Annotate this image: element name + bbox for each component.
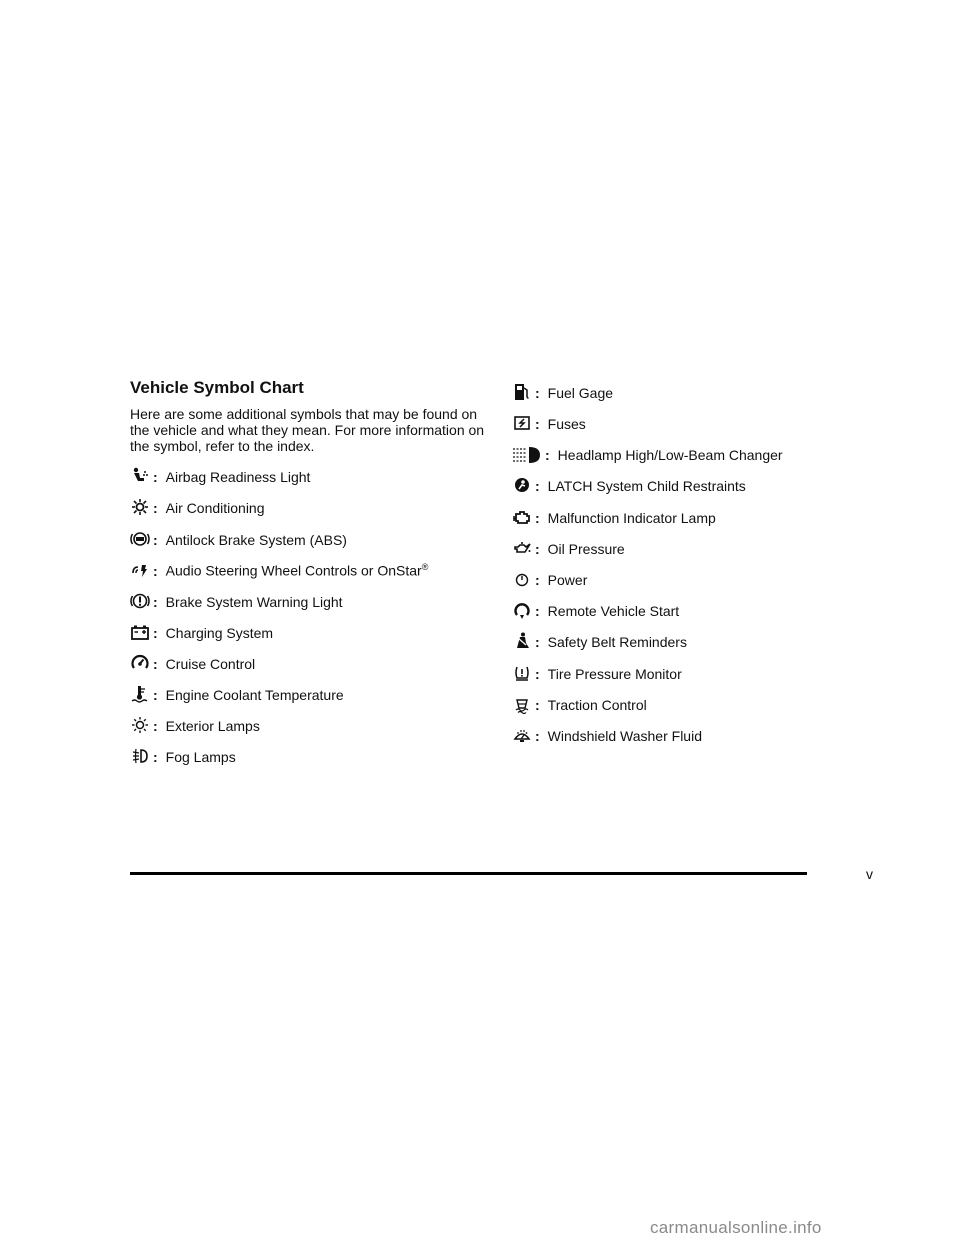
symbol-label: Brake System Warning Light — [165, 594, 343, 610]
symbol-label: Audio Steering Wheel Controls or OnStar® — [165, 562, 429, 579]
symbol-item — [130, 462, 310, 486]
airbag-icon — [130, 466, 150, 486]
symbol-label: Cruise Control — [165, 656, 256, 672]
symbol-label: Malfunction Indicator Lamp — [547, 510, 716, 526]
symbol-item — [512, 409, 586, 433]
power-icon — [512, 569, 532, 589]
separator: : — [535, 603, 540, 619]
separator: : — [153, 563, 158, 579]
separator: : — [535, 572, 540, 588]
exterior-lamps-icon — [130, 715, 150, 735]
separator: : — [153, 532, 158, 548]
symbol-label: Airbag Readiness Light — [165, 469, 311, 485]
symbol-item — [512, 440, 783, 464]
traction-control-icon — [512, 694, 532, 714]
separator: : — [153, 594, 158, 610]
page-number: v — [866, 866, 873, 882]
oil-can-icon — [512, 538, 532, 558]
symbol-label: LATCH System Child Restraints — [547, 478, 746, 494]
separator: : — [153, 469, 158, 485]
washer-fluid-icon — [512, 725, 532, 745]
symbol-label: Air Conditioning — [165, 500, 265, 516]
symbol-label: Antilock Brake System (ABS) — [165, 532, 347, 548]
watermark-text: carmanualsonline.info — [650, 1218, 822, 1237]
symbol-item — [130, 556, 428, 580]
battery-icon — [130, 622, 150, 642]
coolant-temperature-icon — [130, 684, 150, 704]
separator: : — [535, 728, 540, 744]
symbol-label: Engine Coolant Temperature — [165, 687, 344, 703]
symbol-item — [130, 618, 273, 642]
tire-pressure-icon — [512, 663, 532, 683]
symbol-label: Remote Vehicle Start — [547, 603, 680, 619]
symbol-label: Power — [547, 572, 588, 588]
air-conditioning-icon — [130, 497, 150, 517]
symbol-item — [130, 649, 255, 673]
separator: : — [535, 510, 540, 526]
registered-mark: ® — [421, 562, 429, 573]
separator: : — [535, 666, 540, 682]
separator: : — [535, 634, 540, 650]
symbol-item — [512, 534, 625, 558]
separator: : — [535, 541, 540, 557]
engine-icon — [512, 507, 532, 527]
separator: : — [153, 656, 158, 672]
symbol-label: Windshield Washer Fluid — [547, 728, 702, 744]
symbol-label: Charging System — [165, 625, 274, 641]
separator: : — [545, 447, 550, 463]
symbol-label: Fog Lamps — [165, 749, 236, 765]
page-title: Vehicle Symbol Chart — [130, 378, 304, 397]
separator: : — [153, 687, 158, 703]
symbol-item — [512, 471, 746, 495]
separator: : — [153, 749, 158, 765]
symbol-item — [512, 690, 647, 714]
symbol-item — [512, 565, 587, 589]
symbol-item — [130, 587, 343, 611]
symbol-item — [512, 627, 687, 651]
seat-belt-icon — [512, 631, 532, 651]
symbol-label: Fuel Gage — [547, 385, 614, 401]
symbol-label: Oil Pressure — [547, 541, 625, 557]
fuel-pump-icon — [512, 382, 532, 402]
symbol-label: Safety Belt Reminders — [547, 634, 687, 650]
symbol-item — [512, 721, 702, 745]
symbol-label: Headlamp High/Low-Beam Changer — [557, 447, 783, 463]
symbol-item — [130, 680, 344, 704]
symbol-label: Traction Control — [547, 697, 647, 713]
symbol-label: Tire Pressure Monitor — [547, 666, 682, 682]
separator: : — [535, 697, 540, 713]
separator: : — [153, 500, 158, 516]
symbol-label: Fuses — [547, 416, 586, 432]
footer-rule — [130, 872, 807, 875]
symbol-item — [130, 711, 260, 735]
symbol-item — [130, 742, 236, 766]
separator: : — [153, 718, 158, 734]
abs-icon — [130, 529, 150, 549]
fuse-icon — [512, 413, 532, 433]
child-seat-icon — [512, 475, 532, 495]
symbol-label: Exterior Lamps — [165, 718, 260, 734]
remote-start-icon — [512, 600, 532, 620]
fog-lamps-icon — [130, 746, 150, 766]
separator: : — [153, 625, 158, 641]
symbol-item — [512, 503, 716, 527]
separator: : — [535, 385, 540, 401]
symbol-item — [512, 378, 613, 402]
symbol-item — [130, 493, 265, 517]
symbol-item — [512, 659, 682, 683]
cruise-control-icon — [130, 653, 150, 673]
intro-paragraph: Here are some additional symbols that may be found on the vehicle and what they mean. For more information on the symbol, refer to the index. — [130, 406, 485, 454]
symbol-item — [512, 596, 679, 620]
steering-audio-icon — [130, 560, 150, 580]
separator: : — [535, 416, 540, 432]
high-beam-icon — [512, 444, 542, 464]
separator: : — [535, 478, 540, 494]
brake-warning-icon — [130, 591, 150, 611]
symbol-item — [130, 525, 347, 549]
